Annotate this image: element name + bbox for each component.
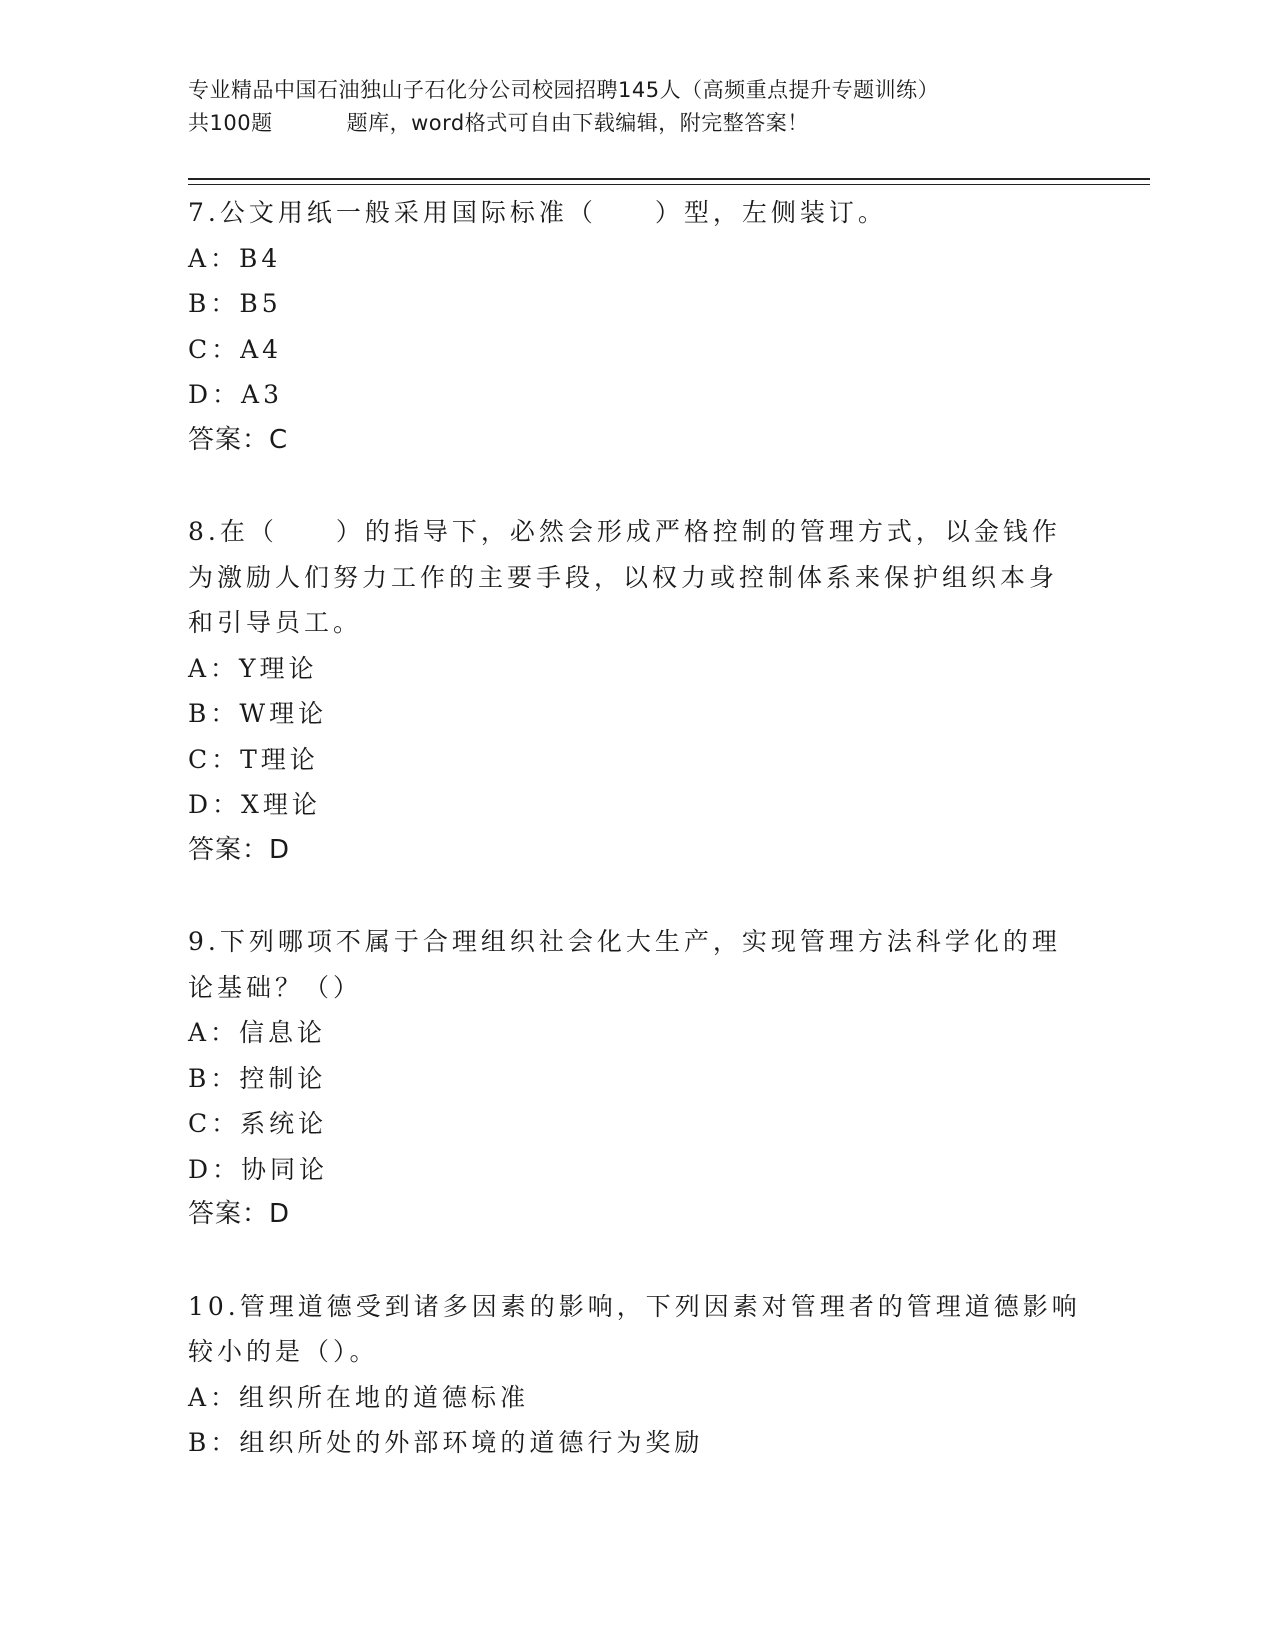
option-d: D：协同论 [188, 1154, 329, 1184]
option-a: A：B4 [188, 243, 282, 273]
answer-line: 答案：C [188, 424, 289, 455]
question-9 [188, 919, 1088, 1238]
option-d: D：X理论 [188, 790, 321, 819]
header-title-line: 专业精品中国石油独山子石化分公司校园招聘145人（高频重点提升专题训练） [188, 78, 940, 102]
question-8 [188, 509, 1088, 873]
document-header [188, 74, 1088, 140]
question-7 [188, 190, 1088, 463]
option-d: D：A3 [188, 380, 284, 409]
question-10 [188, 1284, 1088, 1466]
question-stem: 和引导员工。 [188, 608, 363, 637]
header-divider-thick [188, 178, 1150, 180]
option-a: A：Y理论 [188, 653, 318, 683]
question-stem: 较小的是（）。 [188, 1337, 379, 1366]
option-b: B：W理论 [188, 699, 328, 728]
question-stem: 7.公文用纸一般采用国际标准（ ）型，左侧装订。 [188, 198, 887, 227]
option-a: A：组织所在地的道德标准 [188, 1382, 530, 1412]
question-stem: 10.管理道德受到诸多因素的影响，下列因素对管理者的管理道德影响 [188, 1291, 1081, 1321]
question-stem: 8.在（ ）的指导下，必然会形成严格控制的管理方式，以金钱作 [188, 517, 1061, 546]
answer-line: 答案：D [188, 1199, 291, 1229]
question-stem: 论基础？（） [188, 972, 363, 1002]
header-divider-thin [188, 184, 1150, 185]
question-stem: 为激励人们努力工作的主要手段，以权力或控制体系来保护组织本身 [188, 562, 1059, 592]
option-b: B：组织所处的外部环境的道德行为奖励 [188, 1428, 704, 1457]
question-stem: 9.下列哪项不属于合理组织社会化大生产，实现管理方法科学化的理 [188, 927, 1061, 956]
option-b: B：B5 [188, 289, 282, 318]
question-list [188, 190, 1088, 1512]
option-c: C：A4 [188, 334, 283, 364]
option-a: A：信息论 [188, 1018, 327, 1047]
header-subtitle-line [188, 107, 1088, 140]
header-note: 题库，word格式可自由下载编辑，附完整答案！ [346, 111, 809, 135]
answer-line: 答案：D [188, 834, 291, 865]
option-c: C：T理论 [188, 744, 319, 774]
option-b: B：控制论 [188, 1063, 327, 1093]
header-count: 共100题 [188, 111, 273, 135]
option-c: C：系统论 [188, 1109, 328, 1138]
